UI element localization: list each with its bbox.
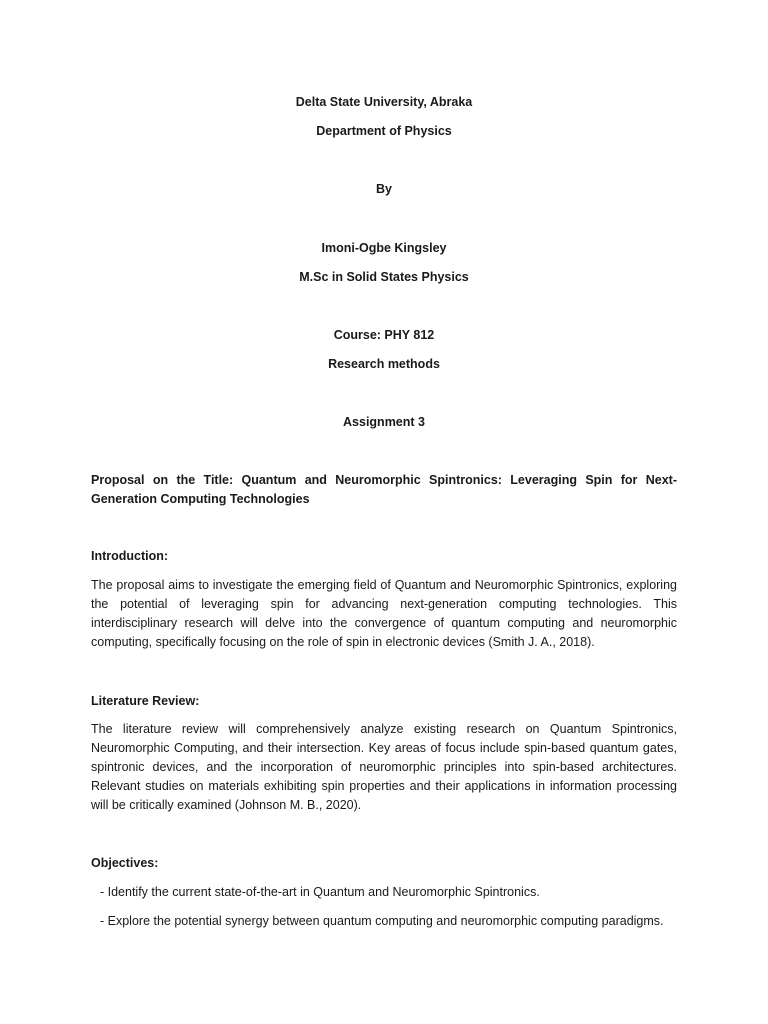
literature-review-body: The literature review will comprehensively analyze existing research on Quantum Spintronics, Neuromorphic Computing, and their intersection. Key areas of focus include spin-based quantum gates, spintronic devices, and the incorporation of neuromorphic principles into spin-based architectures. Relevant studies on materials exhibiting spin properties and their applications in information processing will be critically examined (Johnson M. B., 2020). (91, 722, 677, 812)
objective-item: - Identify the current state-of-the-art in Quantum and Neuromorphic Spintronics. (100, 885, 540, 899)
introduction-heading: Introduction: (91, 549, 169, 563)
by-label: By (376, 182, 392, 196)
university-name: Delta State University, Abraka (295, 95, 473, 109)
department-name: Department of Physics (316, 124, 452, 138)
proposal-title: Proposal on the Title: Quantum and Neuromorphic Spintronics: Leveraging Spin for Next-Generation Computing Technologies (91, 473, 677, 506)
literature-review-heading: Literature Review: (91, 694, 200, 708)
course-title: Research methods (328, 357, 440, 371)
course-code: Course: PHY 812 (333, 328, 435, 342)
degree-line: M.Sc in Solid States Physics (299, 270, 469, 284)
objective-item: - Explore the potential synergy between quantum computing and neuromorphic computing paradigms. (100, 914, 664, 928)
introduction-body: The proposal aims to investigate the emerging field of Quantum and Neuromorphic Spintronics, exploring the potential of leveraging spin for advancing next-generation computing technologies. This interdisciplinary research will delve into the convergence of quantum computing and neuromorphic computing, specifically focusing on the role of spin in electronic devices (Smith J. A., 2018). (91, 578, 677, 649)
assignment-label: Assignment 3 (343, 415, 425, 429)
objectives-heading: Objectives: (91, 856, 159, 870)
author-name: Imoni-Ogbe Kingsley (321, 241, 447, 255)
